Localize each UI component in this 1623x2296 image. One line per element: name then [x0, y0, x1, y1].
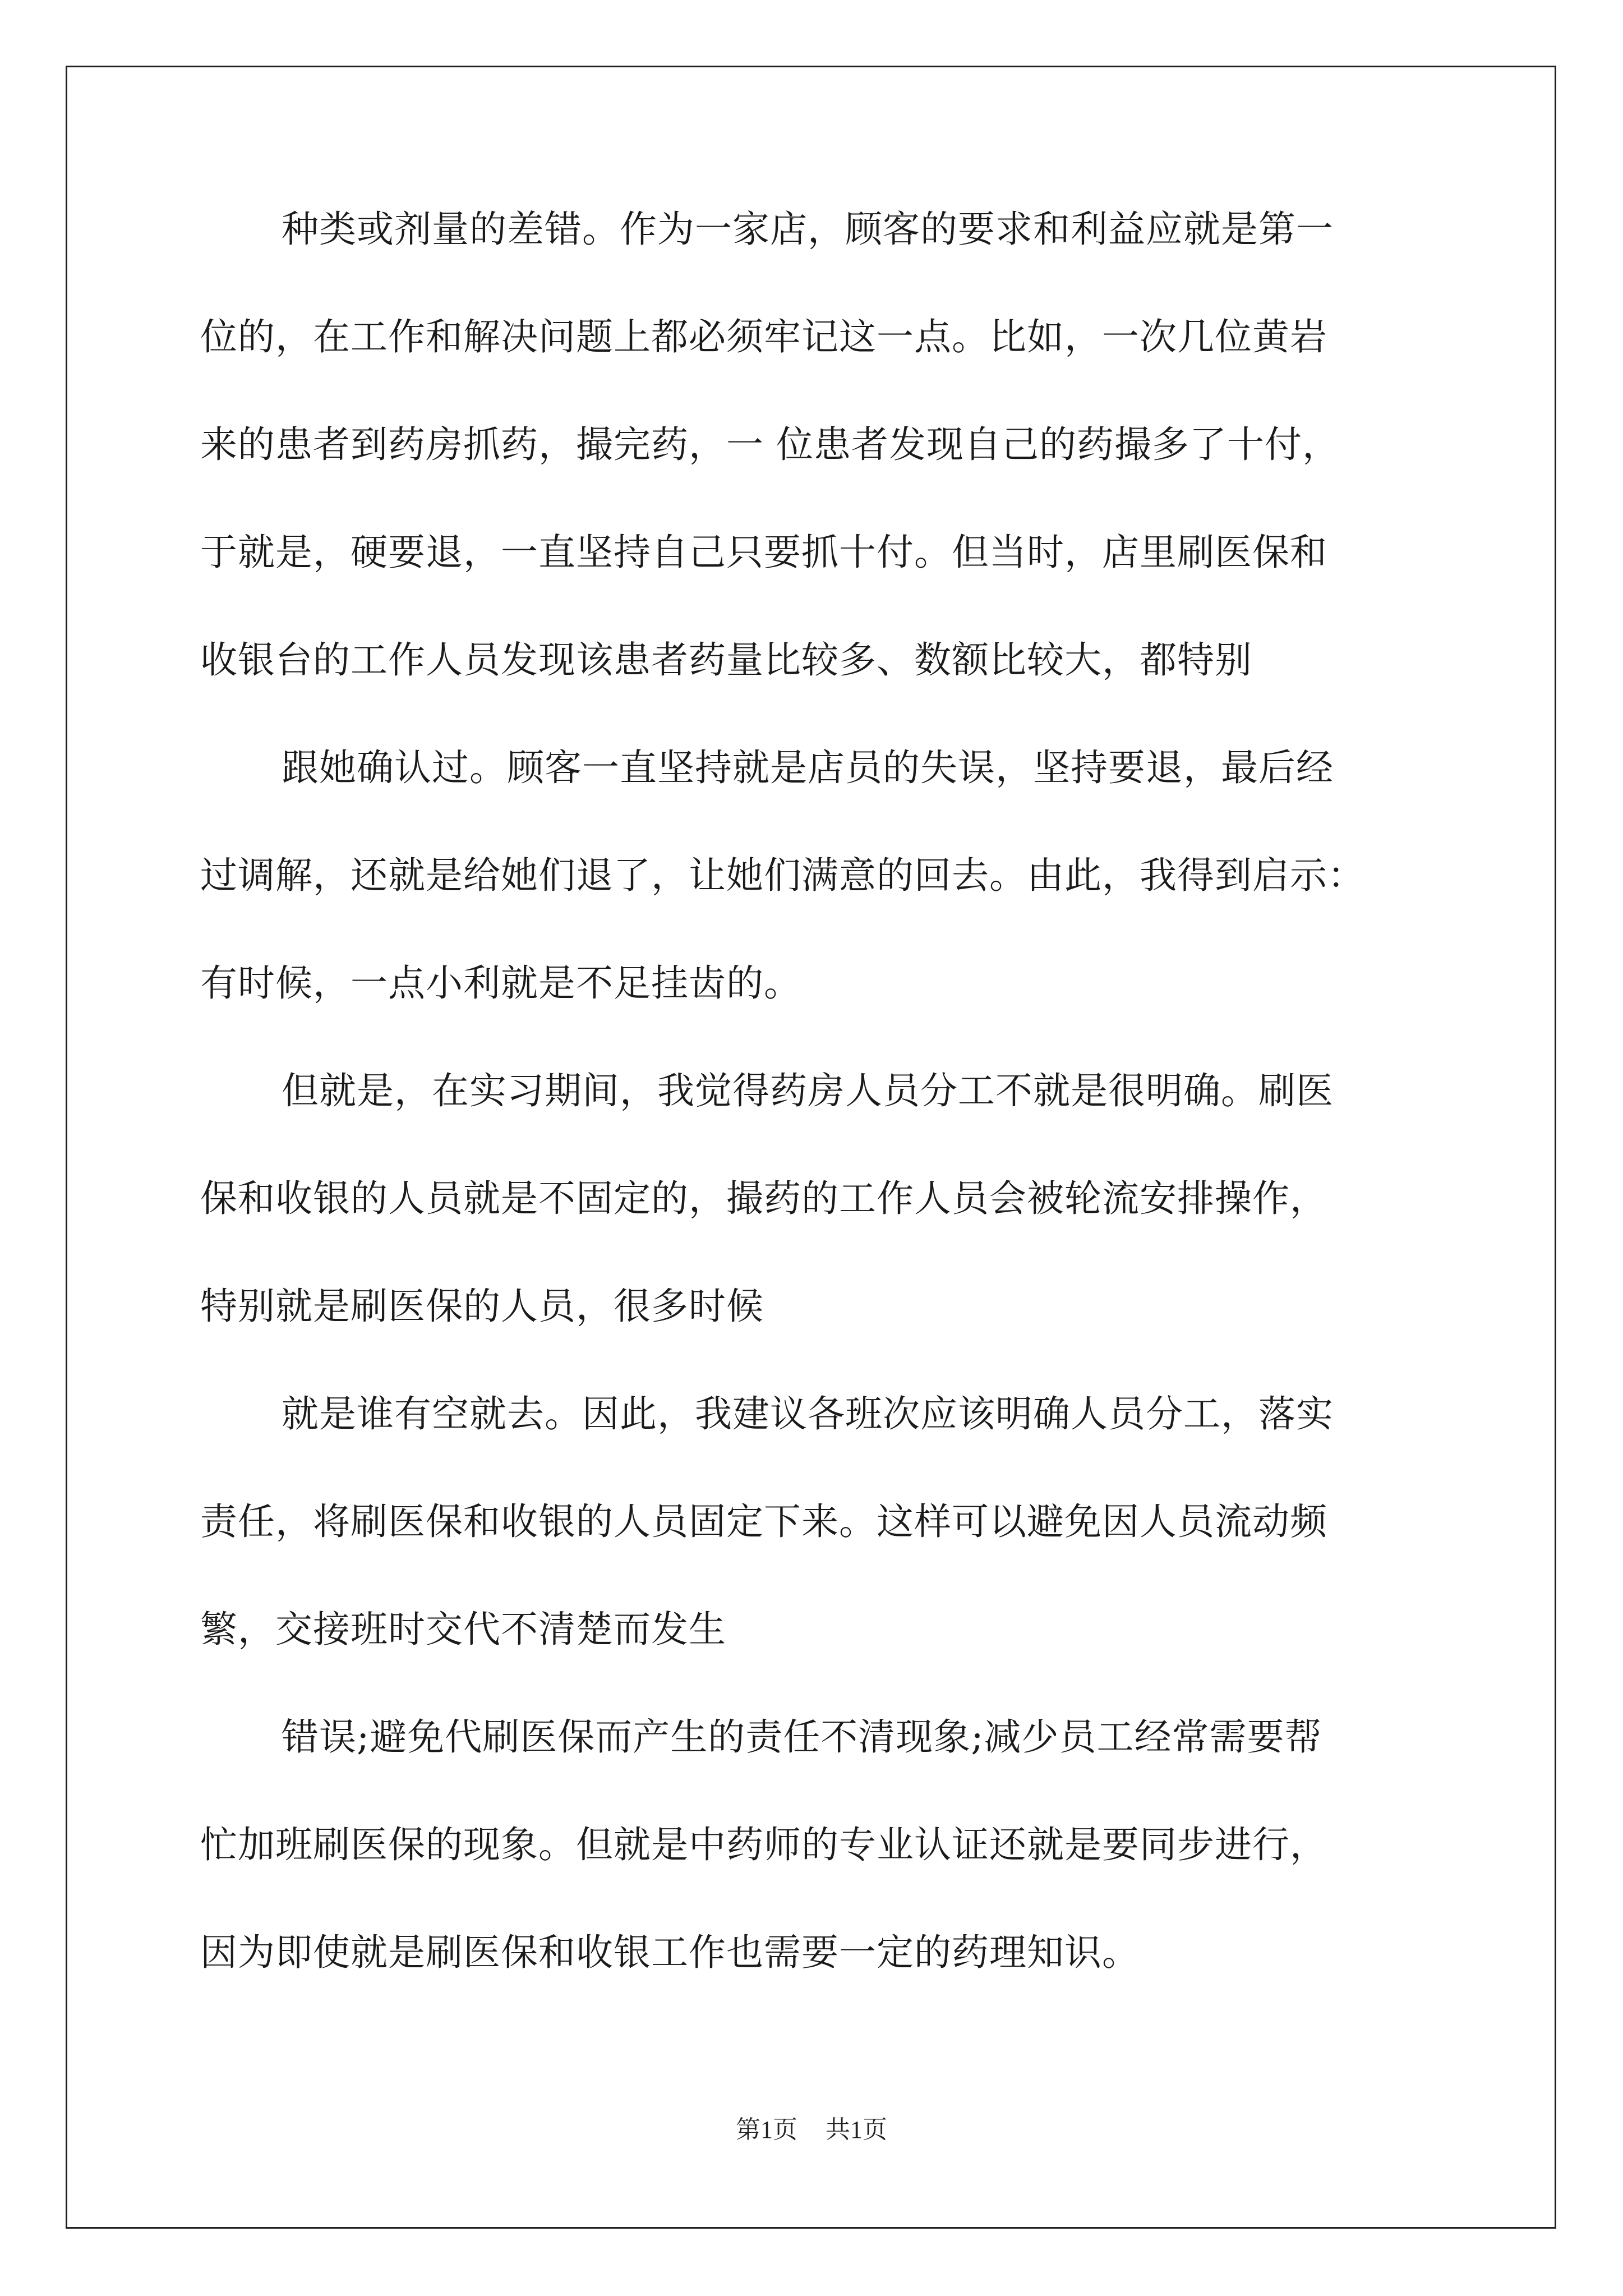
text-line: 繁，交接班时交代不清楚而发生	[200, 1608, 726, 1651]
page-total: 共1页	[826, 2116, 887, 2143]
page-number: 第1页	[736, 2116, 797, 2143]
text-line: 忙加班刷医保的现象。但就是中药师的专业认证还就是要同步进行，	[200, 1823, 1327, 1866]
text-line: 有时候，一点小利就是不足挂齿的。	[200, 961, 801, 1005]
text-line: 来的患者到药房抓药，撮完药，一 位患者发现自己的药撮多了十付，	[200, 423, 1340, 466]
text-line: 就是谁有空就去。因此，我建议各班次应该明确人员分工，落实	[282, 1392, 1334, 1435]
page-footer	[0, 2116, 1623, 2144]
text-line: 但就是，在实习期间，我觉得药房人员分工不就是很明确。刷医	[282, 1069, 1334, 1112]
text-line: 保和收银的人员就是不固定的，撮药的工作人员会被轮流安排操作，	[200, 1177, 1327, 1220]
text-line: 错误;避免代刷医保而产生的责任不清现象;减少员工经常需要帮	[282, 1715, 1322, 1759]
text-line: 责任，将刷医保和收银的人员固定下来。这样可以避免因人员流动频	[200, 1500, 1327, 1543]
text-line: 收银台的工作人员发现该患者药量比较多、数额比较大，都特别	[200, 638, 1252, 682]
text-line: 种类或剂量的差错。作为一家店，顾客的要求和利益应就是第一	[282, 208, 1334, 251]
text-line: 跟她确认过。顾客一直坚持就是店员的失误，坚持要退，最后经	[282, 746, 1334, 789]
text-line: 于就是，硬要退，一直坚持自己只要抓十付。但当时，店里刷医保和	[200, 531, 1327, 574]
text-line: 特别就是刷医保的人员，很多时候	[200, 1285, 764, 1328]
document-body	[200, 208, 1426, 2039]
text-line: 位的，在工作和解决问题上都必须牢记这一点。比如，一次几位黄岩	[200, 315, 1327, 358]
text-line: 因为即使就是刷医保和收银工作也需要一定的药理知识。	[200, 1931, 1140, 1974]
text-line: 过调解，还就是给她们退了，让她们满意的回去。由此，我得到启示：	[200, 854, 1365, 897]
